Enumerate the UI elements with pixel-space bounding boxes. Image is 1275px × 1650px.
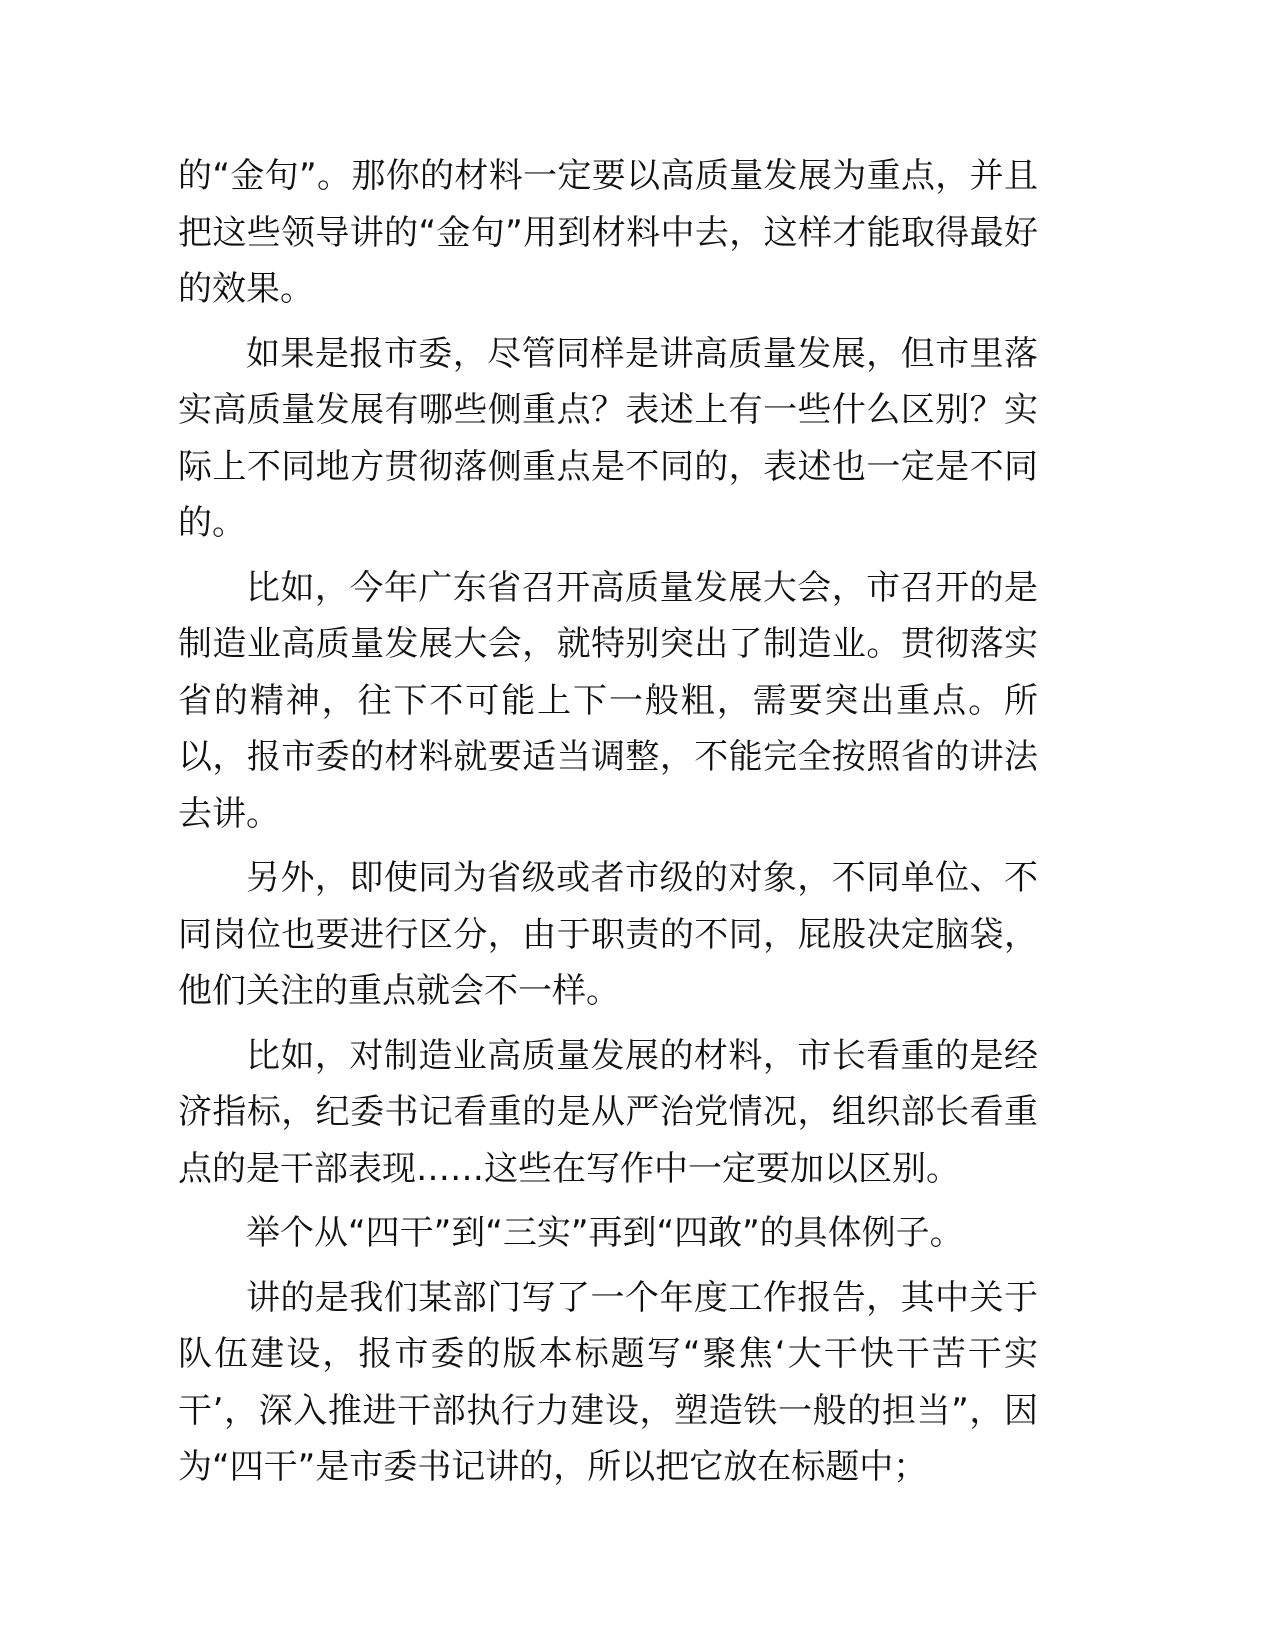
paragraph-continuation: 的“金句”。那你的材料一定要以高质量发展为重点，并且把这些领导讲的“金句”用到材料中去，这样才能取得最好的效果。 <box>178 156 1038 309</box>
paragraph: 比如，今年广东省召开高质量发展大会，市召开的是制造业高质量发展大会，就特别突出了制造业。贯彻落实省的精神，往下不可能上下一般粗，需要突出重点。所以，报市委的材料就要适当调整，不能完全按照省的讲法去讲。 <box>178 567 1038 834</box>
body-text <box>178 148 1038 1504</box>
paragraph: 讲的是我们某部门写了一个年度工作报告，其中关于队伍建设，报市委的版本标题写“聚焦‘大干快干苦干实干’，深入推进干部执行力建设，塑造铁一般的担当”，因为“四干”是市委书记讲的，所以把它放在标题中； <box>178 1277 1038 1487</box>
paragraph: 举个从“四干”到“三实”再到“四敢”的具体例子。 <box>246 1213 964 1253</box>
paragraph: 比如，对制造业高质量发展的材料，市长看重的是经济指标，纪委书记看重的是从严治党情况，组织部长看重点的是干部表现……这些在写作中一定要加以区别。 <box>178 1035 1038 1189</box>
paragraph: 另外，即使同为省级或者市级的对象，不同单位、不同岗位也要进行区分，由于职责的不同，屁股决定脑袋，他们关注的重点就会不一样。 <box>178 858 1038 1011</box>
paragraph: 如果是报市委，尽管同样是讲高质量发展，但市里落实高质量发展有哪些侧重点？表述上有一些什么区别？实际上不同地方贯彻落侧重点是不同的，表述也一定是不同的。 <box>178 333 1038 543</box>
